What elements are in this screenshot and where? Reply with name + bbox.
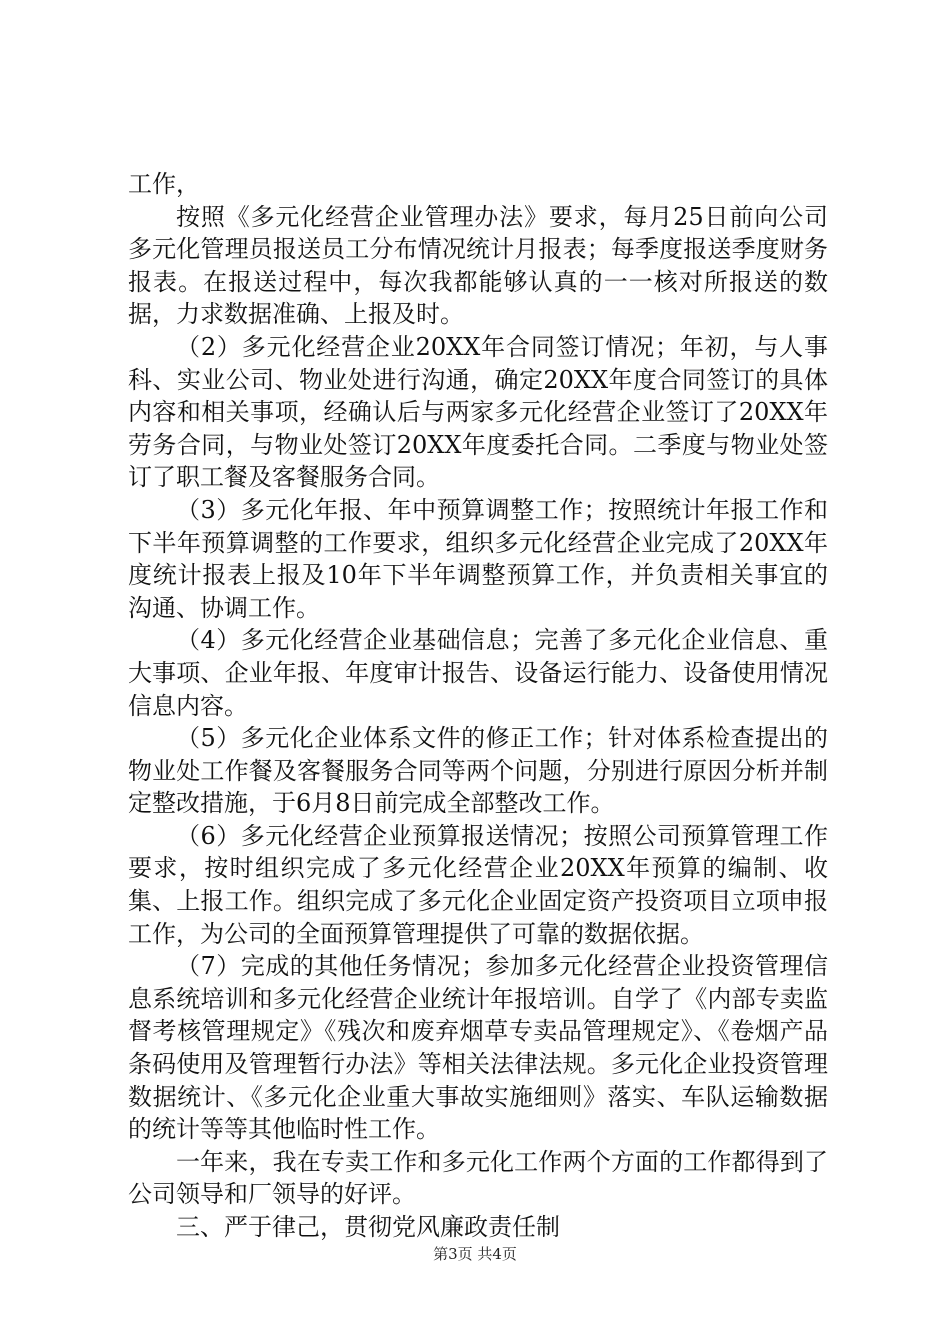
- page-footer: [0, 1244, 950, 1264]
- paragraph-item-5-system-docs: （5）多元化企业体系文件的修正工作；针对体系检查提出的物业处工作餐及客餐服务合同等两个问题，分别进行原因分析并制定整改措施，于6月8日前完成全部整改工作。: [128, 724, 828, 818]
- paragraph-monthly-report: 按照《多元化经营企业管理办法》要求，每月25日前向公司多元化管理员报送员工分布情况统计月报表；每季度报送季度财务报表。在报送过程中，每次我都能够认真的一一核对所报送的数据，力求数据准确、上报及时。: [128, 202, 828, 329]
- page-number-label: 第3页 共4页: [433, 1245, 517, 1263]
- paragraph-item-7-other-tasks: （7）完成的其他任务情况；参加多元化经营企业投资管理信息系统培训和多元化经营企业统计年报培训。自学了《内部专卖监督考核管理规定》《残次和废弃烟草专卖品管理规定》、《卷烟产品条码使用及管理暂行办法》等相关法律法规。多元化企业投资管理数据统计、《多元化企业重大事故实施细则》落实、车队运输数据的统计等等其他临时性工作。: [128, 952, 828, 1144]
- paragraph-item-6-budget: （6）多元化经营企业预算报送情况；按照公司预算管理工作要求，按时组织完成了多元化经营企业20XX年预算的编制、收集、上报工作。组织完成了多元化企业固定资产投资项目立项申报工作，为公司的全面预算管理提供了可靠的数据依据。: [128, 821, 828, 948]
- section-heading-3: 三、严于律己，贯彻党风廉政责任制: [176, 1213, 560, 1241]
- paragraph-item-2-contracts: （2）多元化经营企业20XX年合同签订情况；年初，与人事科、实业公司、物业处进行沟通，确定20XX年度合同签订的具体内容和相关事项，经确认后与两家多元化经营企业签订了20XX年劳务合同，与物业处签订20XX年度委托合同。二季度与物业处签订了职工餐及客餐服务合同。: [128, 332, 828, 492]
- paragraph-item-4-basic-info: （4）多元化经营企业基础信息；完善了多元化企业信息、重大事项、企业年报、年度审计报告、设备运行能力、设备使用情况信息内容。: [128, 626, 828, 720]
- document-body: [128, 168, 828, 1244]
- paragraph-continuation: 工作，: [128, 170, 200, 198]
- paragraph-year-summary: 一年来，我在专卖工作和多元化工作两个方面的工作都得到了公司领导和厂领导的好评。: [128, 1147, 828, 1209]
- paragraph-item-3-annual-report: （3）多元化年报、年中预算调整工作；按照统计年报工作和下半年预算调整的工作要求，组织多元化经营企业完成了20XX年度统计报表上报及10年下半年调整预算工作，并负责相关事宜的沟通、协调工作。: [128, 495, 828, 622]
